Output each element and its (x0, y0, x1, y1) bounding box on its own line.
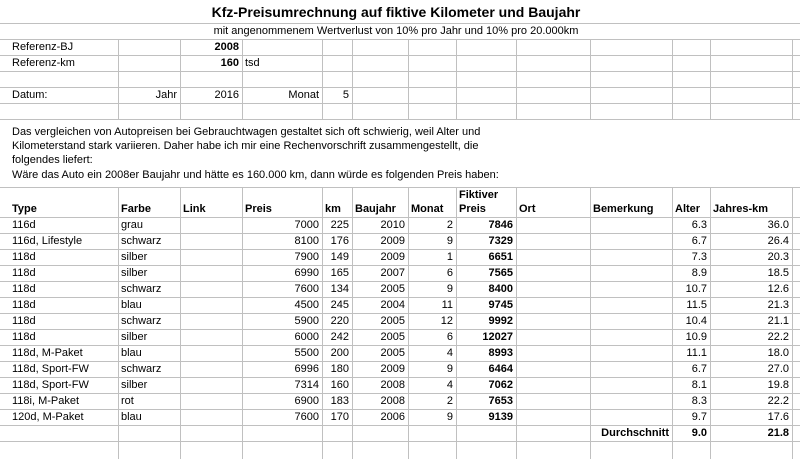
cell-link[interactable] (180, 330, 242, 345)
cell-bemerkung[interactable] (590, 314, 672, 329)
sheet-subtitle: mit angenommenem Wertverlust von 10% pro Jahr und 10% pro 20.000km (0, 24, 792, 39)
table-row[interactable] (0, 378, 800, 394)
cell-jahreskm[interactable]: 21.3 (767, 299, 789, 311)
header-alter[interactable]: Alter (675, 203, 701, 215)
cell-bemerkung[interactable] (590, 250, 672, 265)
cell-alter[interactable]: 6.3 (691, 219, 707, 231)
header-ort[interactable]: Ort (519, 203, 536, 215)
cell-ort[interactable] (516, 298, 590, 313)
cell-bemerkung[interactable] (590, 330, 672, 345)
cell-monat[interactable]: 9 (446, 283, 453, 295)
cell-jahreskm[interactable]: 19.8 (767, 379, 789, 391)
cell-alter[interactable]: 10.4 (685, 315, 707, 327)
cell-link[interactable] (180, 362, 242, 377)
cell-bemerkung[interactable] (590, 346, 672, 361)
cell-fiktiver-preis[interactable]: 7846 (488, 219, 513, 231)
cell-ort[interactable] (516, 346, 590, 361)
cell-preis[interactable]: 6000 (294, 331, 319, 343)
cell-bemerkung[interactable] (590, 394, 672, 409)
summary-alter[interactable]: 9.0 (691, 427, 707, 439)
cell-km[interactable]: 160 (330, 379, 349, 391)
cell-jahreskm[interactable]: 18.0 (767, 347, 789, 359)
cell-monat[interactable]: 2 (446, 395, 453, 407)
cell-farbe[interactable]: schwarz (121, 283, 162, 295)
cell-fiktiver-preis[interactable]: 9992 (488, 315, 513, 327)
header-fiktiver[interactable]: Fiktiver (459, 189, 499, 201)
cell-baujahr[interactable]: 2005 (380, 283, 405, 295)
cell-monat[interactable]: 4 (446, 379, 453, 391)
datum-label: Datum: (12, 89, 48, 101)
cell-ort[interactable] (516, 378, 590, 393)
cell-km[interactable]: 242 (330, 331, 349, 343)
cell-monat[interactable]: 9 (446, 363, 453, 375)
cell-link[interactable] (180, 314, 242, 329)
cell-baujahr[interactable]: 2009 (380, 251, 405, 263)
cell-monat[interactable]: 6 (446, 267, 453, 279)
cell-fiktiver-preis[interactable]: 6464 (488, 363, 513, 375)
cell-preis[interactable]: 5900 (294, 315, 319, 327)
table-row[interactable] (0, 218, 800, 234)
table-row[interactable] (0, 298, 800, 314)
cell-km[interactable]: 134 (330, 283, 349, 295)
cell-link[interactable] (180, 410, 242, 425)
table-row[interactable] (0, 266, 800, 282)
cell-alter[interactable]: 8.9 (691, 267, 707, 279)
title-row[interactable] (0, 0, 800, 24)
description-block[interactable] (0, 120, 800, 188)
cell-alter[interactable]: 6.7 (691, 235, 707, 247)
ref-km-label: Referenz-km (12, 57, 75, 69)
cell-alter[interactable]: 11.5 (686, 299, 707, 311)
monat-value[interactable]: 5 (342, 89, 349, 101)
cell-baujahr[interactable]: 2005 (380, 331, 405, 343)
cell-fiktiver-preis[interactable]: 7653 (488, 395, 513, 407)
cell-fiktiver-preis[interactable]: 12027 (482, 331, 513, 343)
cell-preis[interactable]: 7314 (294, 379, 319, 391)
cell-baujahr[interactable]: 2006 (380, 411, 405, 423)
cell-type[interactable]: 120d, M-Paket (12, 411, 84, 423)
cell-type[interactable]: 118d (12, 299, 36, 311)
cell-preis[interactable]: 7900 (294, 251, 319, 263)
cell-preis[interactable]: 7600 (294, 283, 319, 295)
cell-km[interactable]: 200 (330, 347, 349, 359)
cell-alter[interactable]: 10.7 (685, 283, 707, 295)
cell-monat[interactable]: 11 (441, 299, 453, 311)
cell-fiktiver-preis[interactable]: 8400 (488, 283, 513, 295)
cell-km[interactable]: 220 (330, 315, 349, 327)
description-line: Wäre das Auto ein 2008er Baujahr und hätte es 160.000 km, dann würde es folgenden Preis haben: (9, 169, 792, 185)
cell-farbe[interactable]: schwarz (121, 315, 162, 327)
cell-farbe[interactable]: rot (121, 395, 134, 407)
cell-bemerkung[interactable] (590, 298, 672, 313)
cell-jahreskm[interactable]: 20.3 (767, 251, 789, 263)
cell-farbe[interactable]: silber (121, 379, 148, 391)
header-monat[interactable]: Monat (411, 203, 444, 215)
header-jahreskm[interactable]: Jahres-km (713, 203, 769, 215)
cell-ort[interactable] (516, 282, 590, 297)
cell-link[interactable] (180, 378, 242, 393)
cell-bemerkung[interactable] (590, 218, 672, 233)
sheet-title: Kfz-Preisumrechnung auf fiktive Kilometer und Baujahr (0, 0, 792, 23)
cell-bemerkung[interactable] (590, 282, 672, 297)
cell-alter[interactable]: 10.9 (685, 331, 707, 343)
summary-row[interactable] (0, 426, 800, 442)
cell-alter[interactable]: 7.3 (691, 251, 707, 263)
cell-baujahr[interactable]: 2005 (380, 315, 405, 327)
subtitle-row[interactable] (0, 24, 800, 40)
cell-bemerkung[interactable] (590, 362, 672, 377)
cell-farbe[interactable]: silber (121, 267, 148, 279)
cell-ort[interactable] (516, 410, 590, 425)
cell-type[interactable]: 116d, Lifestyle (12, 235, 83, 247)
ref-bj-value[interactable]: 2008 (214, 41, 239, 53)
cell-bemerkung[interactable] (590, 266, 672, 281)
cell-jahreskm[interactable]: 18.5 (767, 267, 789, 279)
cell-km[interactable]: 183 (330, 395, 349, 407)
cell-fiktiver-preis[interactable]: 6651 (488, 251, 513, 263)
header-preis[interactable]: Preis (245, 203, 272, 215)
cell-type[interactable]: 116d (12, 219, 36, 231)
cell-jahreskm[interactable]: 36.0 (767, 219, 789, 231)
cell-alter[interactable]: 8.1 (691, 379, 707, 391)
cell-farbe[interactable]: schwarz (121, 363, 162, 375)
cell-farbe[interactable]: silber (121, 331, 148, 343)
cell-alter[interactable]: 11.1 (686, 347, 707, 359)
cell-farbe[interactable]: schwarz (121, 235, 162, 247)
cell-ort[interactable] (516, 234, 590, 249)
summary-label: Durchschnitt (601, 427, 669, 439)
cell-baujahr[interactable]: 2004 (380, 299, 405, 311)
cell-fiktiver-preis[interactable]: 7062 (488, 379, 513, 391)
cell-jahreskm[interactable]: 22.2 (767, 395, 789, 407)
cell-monat[interactable]: 9 (446, 411, 453, 423)
cell-jahreskm[interactable]: 12.6 (767, 283, 789, 295)
empty-row[interactable] (0, 72, 800, 88)
cell-type[interactable]: 118d, Sport-FW (12, 379, 89, 391)
cell-link[interactable] (180, 266, 242, 281)
cell-farbe[interactable]: grau (121, 219, 144, 231)
cell-km[interactable]: 225 (330, 219, 349, 231)
cell-baujahr[interactable]: 2009 (380, 363, 405, 375)
header-farbe[interactable]: Farbe (121, 203, 151, 215)
cell-km[interactable]: 170 (330, 411, 349, 423)
jahr-value[interactable]: 2016 (214, 89, 239, 101)
table-row[interactable] (0, 346, 800, 362)
cell-alter[interactable]: 9.7 (691, 411, 707, 423)
cell-km[interactable]: 165 (330, 267, 349, 279)
table-row[interactable] (0, 250, 800, 266)
table-row[interactable] (0, 234, 800, 250)
cell-link[interactable] (180, 394, 242, 409)
cell-type[interactable]: 118d (12, 315, 36, 327)
cell-link[interactable] (180, 250, 242, 265)
cell-km[interactable]: 176 (330, 235, 349, 247)
cell-farbe[interactable]: blau (121, 299, 142, 311)
ref-km-unit: tsd (245, 57, 260, 69)
header-bemerkung[interactable]: Bemerkung (593, 203, 654, 215)
cell-alter[interactable]: 6.7 (691, 363, 707, 375)
cell-jahreskm[interactable]: 17.6 (767, 411, 789, 423)
table-header-row[interactable] (0, 188, 800, 218)
cell-farbe[interactable]: blau (121, 411, 142, 423)
table-row[interactable] (0, 394, 800, 410)
cell-jahreskm[interactable]: 26.4 (767, 235, 789, 247)
description-line: Kilometerstand stark variieren. Daher habe ich mir eine Rechenvorschrift zusammengestellt, die (9, 140, 792, 156)
ref-bj-label: Referenz-BJ (12, 41, 74, 53)
cell-preis[interactable]: 7000 (294, 219, 319, 231)
cell-baujahr[interactable]: 2008 (380, 395, 405, 407)
cell-ort[interactable] (516, 394, 590, 409)
cell-type[interactable]: 118d, Sport-FW (12, 363, 89, 375)
cell-ort[interactable] (516, 362, 590, 377)
datum-row[interactable] (0, 88, 800, 104)
cell-link[interactable] (180, 218, 242, 233)
cell-baujahr[interactable]: 2008 (380, 379, 405, 391)
cell-km[interactable]: 180 (330, 363, 349, 375)
cell-fiktiver-preis[interactable]: 8993 (488, 347, 513, 359)
cell-preis[interactable]: 6900 (294, 395, 319, 407)
jahr-label: Jahr (155, 89, 177, 101)
cell-jahreskm[interactable]: 22.2 (767, 331, 789, 343)
description-line: folgendes liefert: (9, 154, 792, 170)
cell-fiktiver-preis[interactable]: 9745 (488, 299, 513, 311)
cell-ort[interactable] (516, 314, 590, 329)
monat-label: Monat (288, 89, 319, 101)
cell-type[interactable]: 118d (12, 283, 36, 295)
cell-monat[interactable]: 12 (440, 315, 453, 327)
cell-link[interactable] (180, 282, 242, 297)
cell-preis[interactable]: 7600 (294, 411, 319, 423)
header-type[interactable]: Type (12, 203, 37, 215)
cell-baujahr[interactable]: 2009 (380, 235, 405, 247)
cell-preis[interactable]: 5500 (294, 347, 319, 359)
cell-ort[interactable] (516, 266, 590, 281)
cell-alter[interactable]: 8.3 (691, 395, 707, 407)
cell-type[interactable]: 118d (12, 331, 36, 343)
cell-type[interactable]: 118d (12, 251, 36, 263)
table-row[interactable] (0, 282, 800, 298)
cell-fiktiver-preis[interactable]: 9139 (488, 411, 513, 423)
header-fiktiver-preis: Preis (459, 203, 486, 215)
cell-bemerkung[interactable] (590, 234, 672, 249)
table-row[interactable] (0, 410, 800, 426)
cell-preis[interactable]: 8100 (294, 235, 319, 247)
cell-link[interactable] (180, 346, 242, 361)
cell-fiktiver-preis[interactable]: 7565 (488, 267, 513, 279)
cell-fiktiver-preis[interactable]: 7329 (488, 235, 513, 247)
table-row[interactable] (0, 314, 800, 330)
cell-type[interactable]: 118d (12, 267, 36, 279)
cell-jahreskm[interactable]: 27.0 (767, 363, 789, 375)
cell-bemerkung[interactable] (590, 378, 672, 393)
cell-farbe[interactable]: silber (121, 251, 148, 263)
description-line: Das vergleichen von Autopreisen bei Gebrauchtwagen gestaltet sich oft schwierig, weil Alter und (9, 126, 792, 142)
cell-type[interactable]: 118d, M-Paket (12, 347, 83, 359)
ref-km-row[interactable] (0, 56, 800, 72)
header-km[interactable]: km (325, 203, 341, 215)
table-row[interactable] (0, 362, 800, 378)
cell-ort[interactable] (516, 330, 590, 345)
ref-km-value[interactable]: 160 (220, 57, 239, 69)
cell-baujahr[interactable]: 2005 (380, 347, 405, 359)
header-link[interactable]: Link (183, 203, 206, 215)
cell-km[interactable]: 245 (330, 299, 349, 311)
cell-monat[interactable]: 6 (446, 331, 453, 343)
cell-baujahr[interactable]: 2007 (380, 267, 405, 279)
cell-type[interactable]: 118i, M-Paket (12, 395, 80, 407)
cell-baujahr[interactable]: 2010 (380, 219, 405, 231)
cell-monat[interactable]: 9 (446, 235, 453, 247)
cell-preis[interactable]: 6996 (294, 363, 319, 375)
cell-km[interactable]: 149 (330, 251, 349, 263)
cell-jahreskm[interactable]: 21.1 (767, 315, 789, 327)
cell-preis[interactable]: 4500 (294, 299, 319, 311)
cell-farbe[interactable]: blau (121, 347, 142, 359)
cell-monat[interactable]: 4 (446, 347, 453, 359)
cell-monat[interactable]: 2 (446, 219, 453, 231)
cell-bemerkung[interactable] (590, 410, 672, 425)
cell-monat[interactable]: 1 (446, 251, 453, 263)
header-baujahr[interactable]: Baujahr (355, 203, 396, 215)
summary-jahreskm[interactable]: 21.8 (767, 427, 789, 439)
cell-ort[interactable] (516, 250, 590, 265)
cell-ort[interactable] (516, 218, 590, 233)
cell-preis[interactable]: 6990 (294, 267, 319, 279)
cell-link[interactable] (180, 234, 242, 249)
empty-row[interactable] (0, 104, 800, 120)
ref-bj-row[interactable] (0, 40, 800, 56)
table-row[interactable] (0, 330, 800, 346)
cell-link[interactable] (180, 298, 242, 313)
